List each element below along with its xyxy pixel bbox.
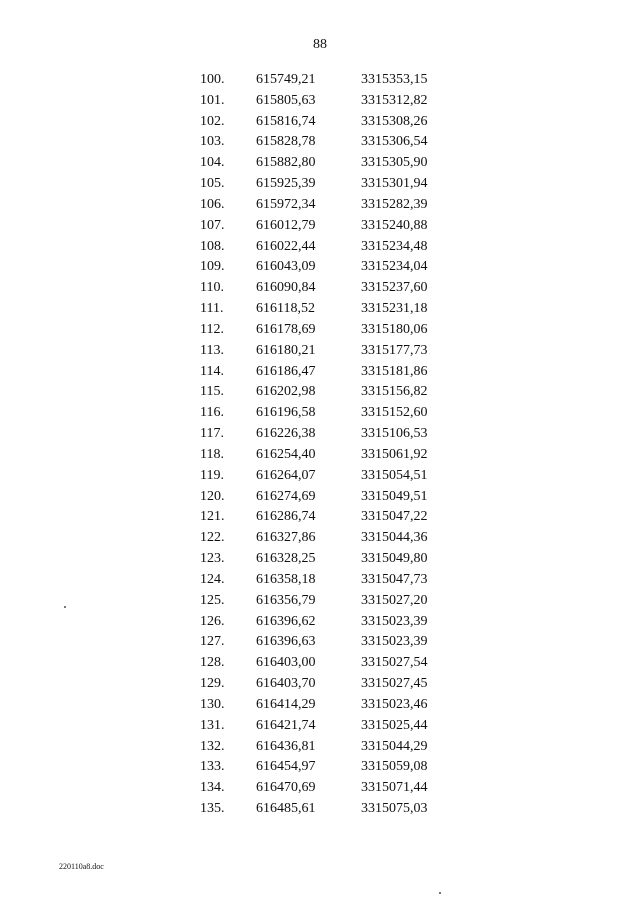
x-coordinate: 616286,74 (256, 509, 316, 525)
x-coordinate: 616090,84 (256, 280, 316, 296)
point-number: 118. (200, 446, 224, 462)
y-coordinate: 3315023,46 (361, 696, 428, 712)
x-coordinate: 616180,21 (256, 342, 316, 358)
point-number: 125. (200, 592, 225, 608)
point-number: 100. (200, 72, 225, 87)
x-coordinate: 616196,58 (256, 405, 316, 421)
coordinate-row (200, 799, 460, 820)
coordinate-row (200, 757, 460, 778)
y-coordinate: 3315027,20 (361, 592, 428, 608)
point-number: 106. (200, 196, 225, 212)
y-coordinate: 3315234,04 (361, 259, 428, 275)
footer-filename: 220110a8.doc (59, 862, 104, 871)
coordinate-row (200, 341, 460, 362)
coordinate-row (200, 132, 460, 153)
x-coordinate: 615749,21 (256, 72, 316, 87)
coordinate-row (200, 653, 460, 674)
point-number: 121. (200, 509, 225, 525)
x-coordinate: 616470,69 (256, 780, 316, 796)
x-coordinate: 616396,63 (256, 634, 316, 650)
x-coordinate: 615882,80 (256, 155, 316, 171)
point-number: 115. (200, 384, 224, 400)
y-coordinate: 3315353,15 (361, 72, 428, 87)
coordinate-row (200, 487, 460, 508)
point-number: 105. (200, 176, 225, 192)
coordinate-row (200, 424, 460, 445)
x-coordinate: 616254,40 (256, 446, 316, 462)
x-coordinate: 616012,79 (256, 217, 316, 233)
y-coordinate: 3315306,54 (361, 134, 428, 150)
point-number: 108. (200, 238, 225, 254)
x-coordinate: 616274,69 (256, 488, 316, 504)
y-coordinate: 3315049,80 (361, 551, 428, 567)
x-coordinate: 615805,63 (256, 92, 316, 108)
point-number: 101. (200, 92, 225, 108)
point-number: 117. (200, 426, 224, 442)
x-coordinate: 616264,07 (256, 467, 316, 483)
y-coordinate: 3315054,51 (361, 467, 428, 483)
point-number: 129. (200, 676, 225, 692)
x-coordinate: 616356,79 (256, 592, 316, 608)
y-coordinate: 3315156,82 (361, 384, 428, 400)
x-coordinate: 616043,09 (256, 259, 316, 275)
coordinate-row (200, 778, 460, 799)
y-coordinate: 3315106,53 (361, 426, 428, 442)
x-coordinate: 616403,00 (256, 655, 316, 671)
y-coordinate: 3315240,88 (361, 217, 428, 233)
y-coordinate: 3315061,92 (361, 446, 428, 462)
y-coordinate: 3315047,22 (361, 509, 428, 525)
point-number: 109. (200, 259, 225, 275)
y-coordinate: 3315152,60 (361, 405, 428, 421)
point-number: 113. (200, 342, 224, 358)
point-number: 103. (200, 134, 225, 150)
x-coordinate: 616178,69 (256, 321, 316, 337)
x-coordinate: 616202,98 (256, 384, 316, 400)
coordinate-row (200, 91, 460, 112)
point-number: 112. (200, 321, 224, 337)
coordinate-row (200, 528, 460, 549)
coordinate-row (200, 362, 460, 383)
coordinate-row (200, 195, 460, 216)
y-coordinate: 3315049,51 (361, 488, 428, 504)
point-number: 123. (200, 551, 225, 567)
x-coordinate: 616118,52 (256, 301, 315, 317)
x-coordinate: 615816,74 (256, 113, 316, 129)
y-coordinate: 3315023,39 (361, 634, 428, 650)
x-coordinate: 616454,97 (256, 759, 316, 775)
coordinate-row (200, 153, 460, 174)
point-number: 110. (200, 280, 224, 296)
point-number: 127. (200, 634, 225, 650)
x-coordinate: 615972,34 (256, 196, 316, 212)
coordinate-row (200, 299, 460, 320)
y-coordinate: 3315180,06 (361, 321, 428, 337)
x-coordinate: 616396,62 (256, 613, 316, 629)
coordinate-row (200, 237, 460, 258)
coordinate-row (200, 216, 460, 237)
y-coordinate: 3315301,94 (361, 176, 428, 192)
x-coordinate: 616022,44 (256, 238, 316, 254)
y-coordinate: 3315282,39 (361, 196, 428, 212)
x-coordinate: 615828,78 (256, 134, 316, 150)
coordinate-row (200, 174, 460, 195)
coordinate-row (200, 257, 460, 278)
coordinate-row (200, 278, 460, 299)
point-number: 107. (200, 217, 225, 233)
coordinate-row (200, 382, 460, 403)
x-coordinate: 616327,86 (256, 530, 316, 546)
x-coordinate: 616328,25 (256, 551, 316, 567)
point-number: 104. (200, 155, 225, 171)
point-number: 119. (200, 467, 224, 483)
x-coordinate: 616358,18 (256, 571, 316, 587)
coordinate-row (200, 591, 460, 612)
point-number: 122. (200, 530, 225, 546)
coordinate-row (200, 507, 460, 528)
coordinate-row (200, 549, 460, 570)
x-coordinate: 616436,81 (256, 738, 316, 754)
y-coordinate: 3315023,39 (361, 613, 428, 629)
x-coordinate: 616186,47 (256, 363, 316, 379)
point-number: 133. (200, 759, 225, 775)
coordinate-row (200, 612, 460, 633)
coordinate-row (200, 570, 460, 591)
point-number: 120. (200, 488, 225, 504)
coordinate-row (200, 695, 460, 716)
point-number: 128. (200, 655, 225, 671)
point-number: 134. (200, 780, 225, 796)
y-coordinate: 3315027,54 (361, 655, 428, 671)
coordinate-row (200, 445, 460, 466)
y-coordinate: 3315044,29 (361, 738, 428, 754)
x-coordinate: 616226,38 (256, 426, 316, 442)
y-coordinate: 3315047,73 (361, 571, 428, 587)
y-coordinate: 3315308,26 (361, 113, 428, 129)
coordinate-row (200, 112, 460, 133)
coordinate-row (200, 674, 460, 695)
coordinates-list (200, 70, 460, 820)
point-number: 124. (200, 571, 225, 587)
point-number: 111. (200, 301, 224, 317)
point-number: 132. (200, 738, 225, 754)
x-coordinate: 616421,74 (256, 717, 316, 733)
x-coordinate: 616485,61 (256, 800, 316, 816)
point-number: 114. (200, 363, 224, 379)
scan-speck (64, 606, 66, 608)
y-coordinate: 3315044,36 (361, 530, 428, 546)
point-number: 135. (200, 800, 225, 816)
x-coordinate: 615925,39 (256, 176, 316, 192)
y-coordinate: 3315075,03 (361, 800, 428, 816)
x-coordinate: 616403,70 (256, 676, 316, 692)
y-coordinate: 3315237,60 (361, 280, 428, 296)
y-coordinate: 3315071,44 (361, 780, 428, 796)
y-coordinate: 3315177,73 (361, 342, 428, 358)
point-number: 126. (200, 613, 225, 629)
coordinate-row (200, 716, 460, 737)
y-coordinate: 3315305,90 (361, 155, 428, 171)
point-number: 130. (200, 696, 225, 712)
x-coordinate: 616414,29 (256, 696, 316, 712)
y-coordinate: 3315312,82 (361, 92, 428, 108)
coordinate-row (200, 632, 460, 653)
point-number: 116. (200, 405, 224, 421)
coordinate-row (200, 70, 460, 91)
point-number: 102. (200, 113, 225, 129)
y-coordinate: 3315025,44 (361, 717, 428, 733)
y-coordinate: 3315059,08 (361, 759, 428, 775)
y-coordinate: 3315234,48 (361, 238, 428, 254)
point-number: 131. (200, 717, 225, 733)
y-coordinate: 3315231,18 (361, 301, 428, 317)
coordinate-row (200, 466, 460, 487)
coordinate-row (200, 737, 460, 758)
y-coordinate: 3315181,86 (361, 363, 428, 379)
coordinate-row (200, 403, 460, 424)
coordinate-row (200, 320, 460, 341)
scan-speck (439, 892, 441, 894)
y-coordinate: 3315027,45 (361, 676, 428, 692)
page-number: 88 (313, 37, 327, 52)
